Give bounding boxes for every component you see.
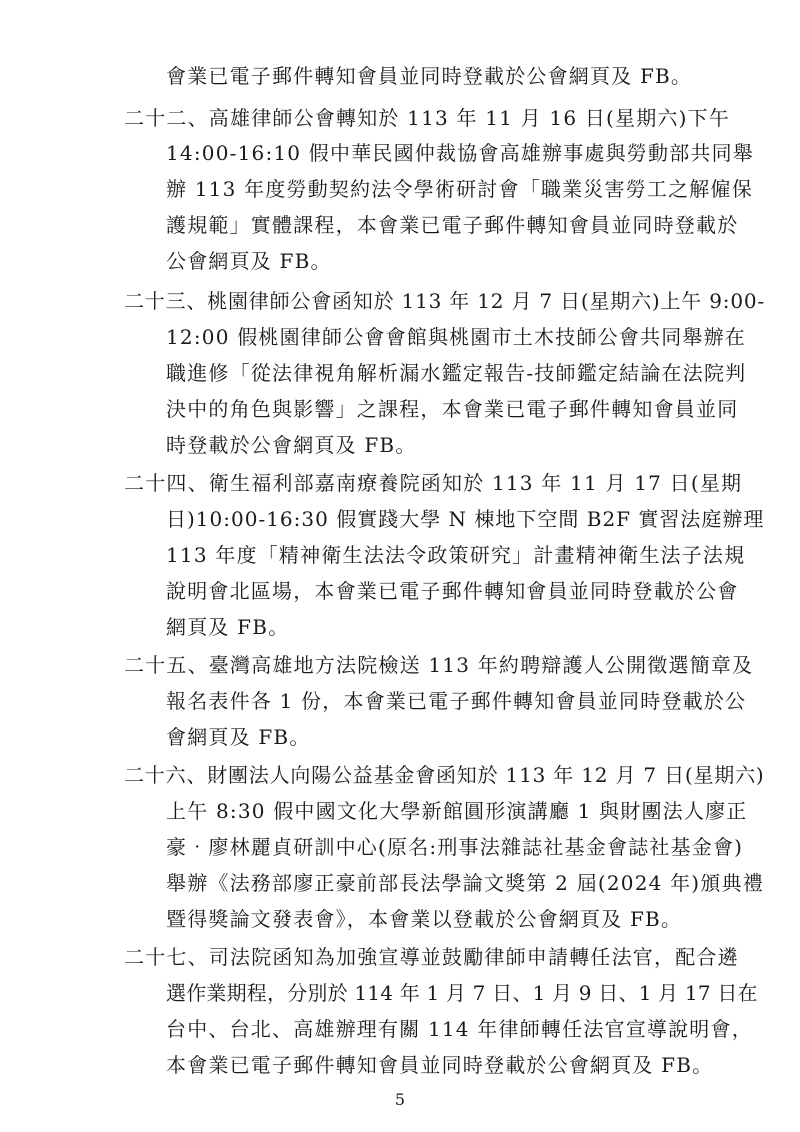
list-item-line: 說明會北區場，本會業已電子郵件轉知會員並同時登載於公會 bbox=[166, 579, 739, 603]
list-item-line: 護規範」實體課程，本會業已電子郵件轉知會員並同時登載於 bbox=[166, 213, 739, 237]
list-item-line: 時登載於公會網頁及 FB。 bbox=[166, 433, 417, 457]
list-item-line: 台中、台北、高雄辦理有關 114 年律師轉任法官宣導說明會， bbox=[166, 1017, 753, 1041]
list-item-line: 會網頁及 FB。 bbox=[166, 725, 311, 749]
list-item-line: 選作業期程，分別於 114 年 1 月 7 日、1 月 9 日、1 月 17 日在 bbox=[166, 981, 758, 1005]
list-item-line: 日)10:00-16:30 假實踐大學 N 棟地下空間 B2F 實習法庭辦理 bbox=[166, 507, 765, 531]
list-item-heading: 二十三、桃園律師公會函知於 113 年 12 月 7 日(星期六)上午 9:00- bbox=[124, 289, 765, 313]
list-item-line: 暨得獎論文發表會》，本會業以登載於公會網頁及 FB。 bbox=[166, 907, 683, 931]
list-item-line: 上午 8:30 假中國文化大學新館圓形演講廳 1 與財團法人廖正 bbox=[166, 799, 748, 823]
list-item-heading: 二十七、司法院函知為加強宣導並鼓勵律師申請轉任法官，配合遴 bbox=[124, 945, 739, 969]
list-item-line: 報名表件各 1 份，本會業已電子郵件轉知會員並同時登載於公 bbox=[166, 689, 747, 713]
list-item-line: 決中的角色與影響」之課程，本會業已電子郵件轉知會員並同 bbox=[166, 397, 739, 421]
intro-line: 會業已電子郵件轉知會員並同時登載於公會網頁及 FB。 bbox=[166, 64, 693, 88]
list-item-line: 14:00-16:10 假中華民國仲裁協會高雄辦事處與勞動部共同舉 bbox=[166, 141, 754, 165]
page-number: 5 bbox=[394, 1090, 406, 1109]
list-item-heading: 二十二、高雄律師公會轉知於 113 年 11 月 16 日(星期六)下午 bbox=[124, 106, 731, 130]
list-item-line: 網頁及 FB。 bbox=[166, 615, 290, 639]
list-item-line: 辦 113 年度勞動契約法令學術研討會「職業災害勞工之解僱保 bbox=[166, 177, 753, 201]
list-item-line: 公會網頁及 FB。 bbox=[166, 249, 332, 273]
list-item-line: 本會業已電子郵件轉知會員並同時登載於公會網頁及 FB。 bbox=[166, 1053, 714, 1077]
list-item-line: 12:00 假桃園律師公會會館與桃園市土木技師公會共同舉辦在 bbox=[166, 325, 746, 349]
list-item-line: 職進修「從法律視角解析漏水鑑定報告-技師鑑定結論在法院判 bbox=[166, 361, 747, 385]
list-item-heading: 二十五、臺灣高雄地方法院檢送 113 年約聘辯護人公開徵選簡章及 bbox=[124, 653, 754, 677]
list-item-heading: 二十四、衛生福利部嘉南療養院函知於 113 年 11 月 17 日(星期 bbox=[124, 471, 743, 495]
list-item-line: 豪‧廖林麗貞研訓中心(原名:刑事法雜誌社基金會誌社基金會) bbox=[166, 835, 744, 859]
list-item-line: 113 年度「精神衛生法法令政策研究」計畫精神衛生法子法規 bbox=[166, 543, 746, 567]
list-item-line: 舉辦《法務部廖正豪前部長法學論文獎第 2 屆(2024 年)頒典禮 bbox=[166, 871, 764, 895]
list-item-heading: 二十六、財團法人向陽公益基金會函知於 113 年 12 月 7 日(星期六) bbox=[124, 763, 765, 787]
